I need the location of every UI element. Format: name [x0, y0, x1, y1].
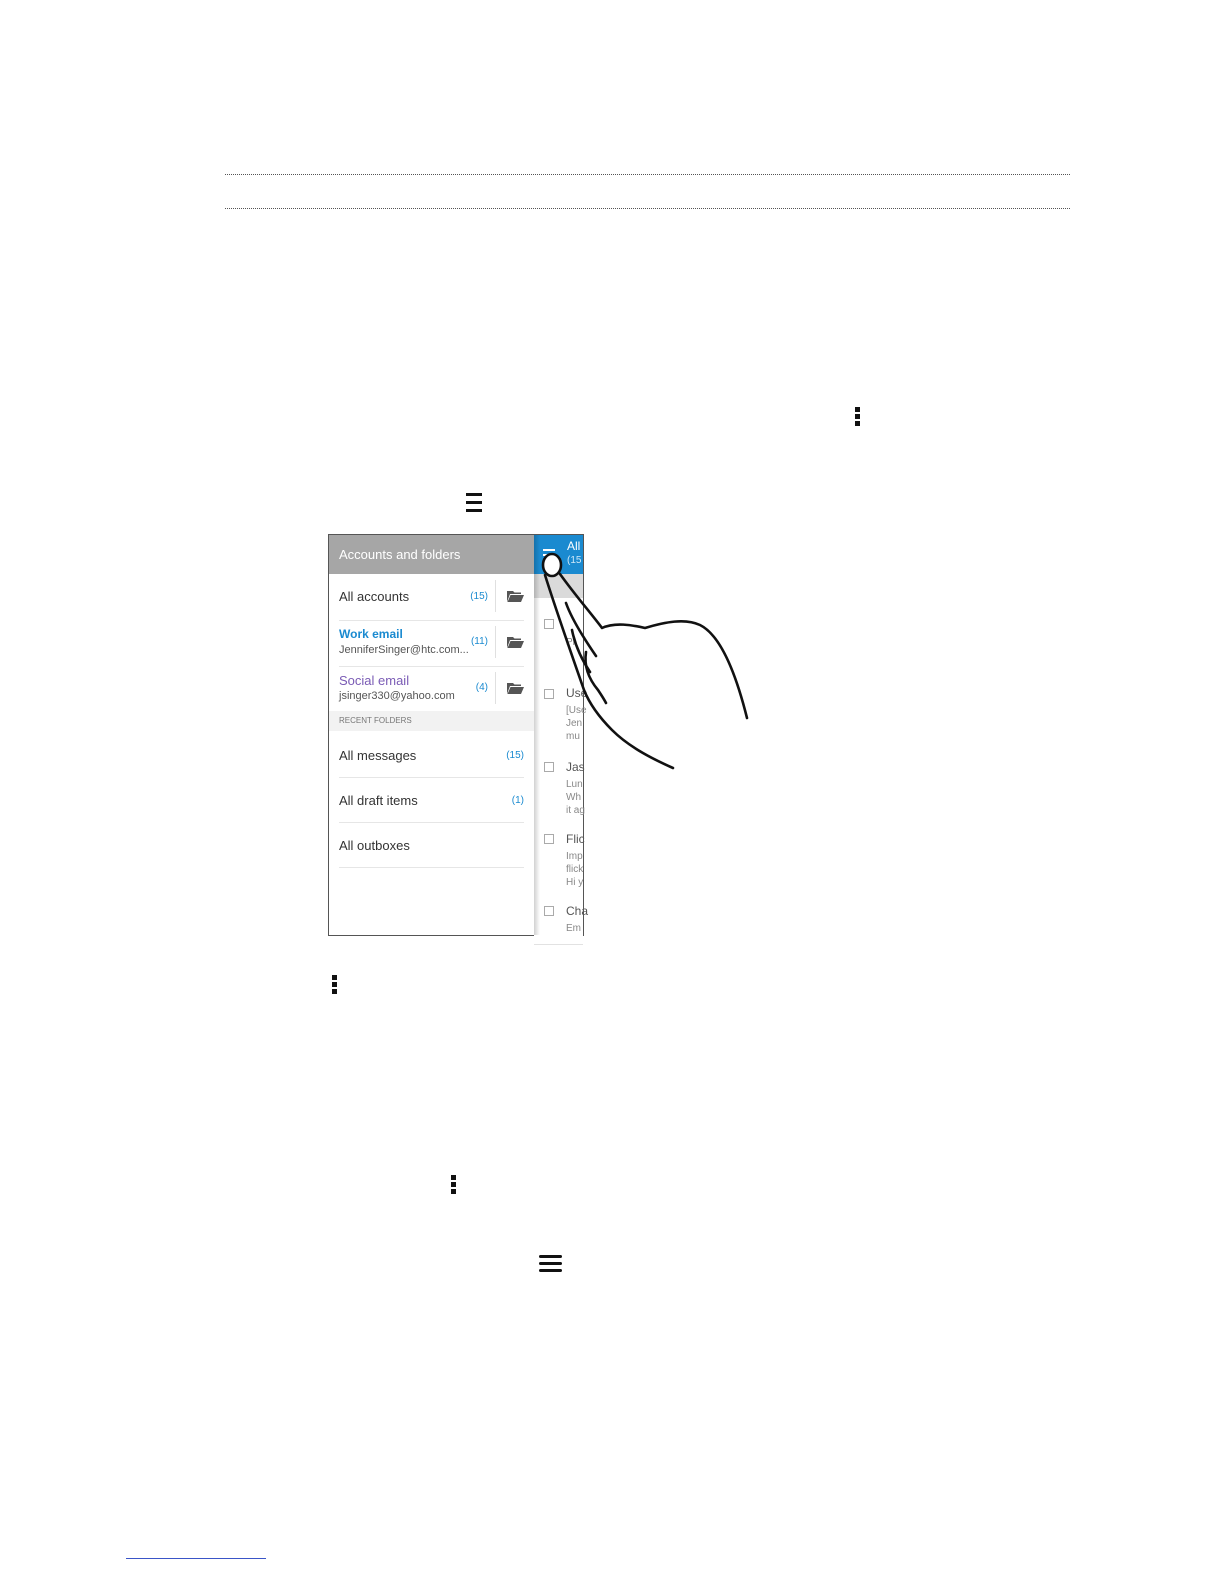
- mail-preview: [Use Jen mu: [566, 705, 587, 742]
- unread-count: (15): [506, 750, 524, 761]
- more-menu-icon: [855, 407, 861, 428]
- divider: [495, 626, 496, 658]
- accounts-drawer: [329, 535, 534, 935]
- account-name: Social email: [339, 673, 410, 688]
- mail-preview: Imp flick Hi y: [566, 851, 584, 888]
- mail-preview: Pl: [566, 637, 575, 648]
- mail-list-count: (15: [567, 555, 582, 566]
- mail-sender: Cha: [566, 904, 589, 918]
- header-rule-bottom: [225, 208, 1070, 209]
- hamburger-icon: [539, 1255, 562, 1272]
- folder-name: All messages: [339, 748, 417, 763]
- unread-count: (1): [511, 795, 524, 806]
- folder-icon[interactable]: [507, 636, 524, 648]
- mail-sender: Flic: [566, 832, 585, 846]
- checkbox-icon[interactable]: [544, 762, 554, 772]
- email-app-screenshot: [328, 534, 589, 936]
- mail-list-item[interactable]: [534, 894, 589, 945]
- drawer-item-work-email[interactable]: [339, 620, 524, 667]
- drawer-item-all-outboxes[interactable]: [339, 822, 524, 868]
- footnote-rule: [126, 1558, 266, 1559]
- drawer-edge-shadow: [534, 535, 540, 935]
- drawer-item-all-draft-items[interactable]: [339, 777, 524, 823]
- mail-preview: Lun Wh it ag: [566, 779, 585, 816]
- checkbox-icon[interactable]: [544, 906, 554, 916]
- mail-list-title: All: [567, 539, 581, 553]
- account-name: All accounts: [339, 589, 410, 604]
- mail-list-item[interactable]: [534, 598, 583, 669]
- mail-sender: Use: [566, 686, 588, 700]
- drawer-item-social-email[interactable]: [339, 666, 524, 711]
- hamburger-icon[interactable]: [543, 549, 555, 564]
- mail-list-item[interactable]: [534, 750, 583, 823]
- checkbox-icon[interactable]: [544, 834, 554, 844]
- folder-icon[interactable]: [507, 590, 524, 602]
- mail-preview: Em: [566, 923, 581, 934]
- divider: [495, 672, 496, 704]
- checkbox-icon[interactable]: [544, 619, 554, 629]
- account-address: JenniferSinger@htc.com...: [339, 644, 469, 656]
- mail-list-item[interactable]: [534, 822, 583, 895]
- drawer-title: Accounts and folders: [329, 535, 534, 574]
- mail-sender: Jas: [566, 760, 585, 774]
- folder-name: All draft items: [339, 793, 418, 808]
- checkbox-icon[interactable]: [544, 689, 554, 699]
- section-label-recent-folders: RECENT FOLDERS: [329, 711, 534, 731]
- divider: [495, 580, 496, 612]
- folder-name: All outboxes: [339, 838, 410, 853]
- more-menu-icon: [332, 975, 338, 996]
- account-name: Work email: [339, 627, 403, 641]
- account-address: jsinger330@yahoo.com: [339, 690, 455, 702]
- header-rule-top: [225, 174, 1070, 175]
- mail-list-item[interactable]: [534, 668, 588, 751]
- mail-list-subheader: [534, 574, 583, 598]
- mail-list-header: [534, 535, 583, 574]
- drawer-item-all-messages[interactable]: [339, 731, 524, 778]
- unread-count: (11): [470, 636, 488, 647]
- drawer-item-all-accounts[interactable]: [339, 574, 524, 621]
- unread-count: (15): [470, 591, 488, 602]
- unread-count: (4): [475, 682, 488, 693]
- hamburger-icon: [466, 493, 482, 512]
- more-menu-icon: [451, 1175, 457, 1196]
- folder-icon[interactable]: [507, 682, 524, 694]
- mail-list-pane: [534, 535, 589, 935]
